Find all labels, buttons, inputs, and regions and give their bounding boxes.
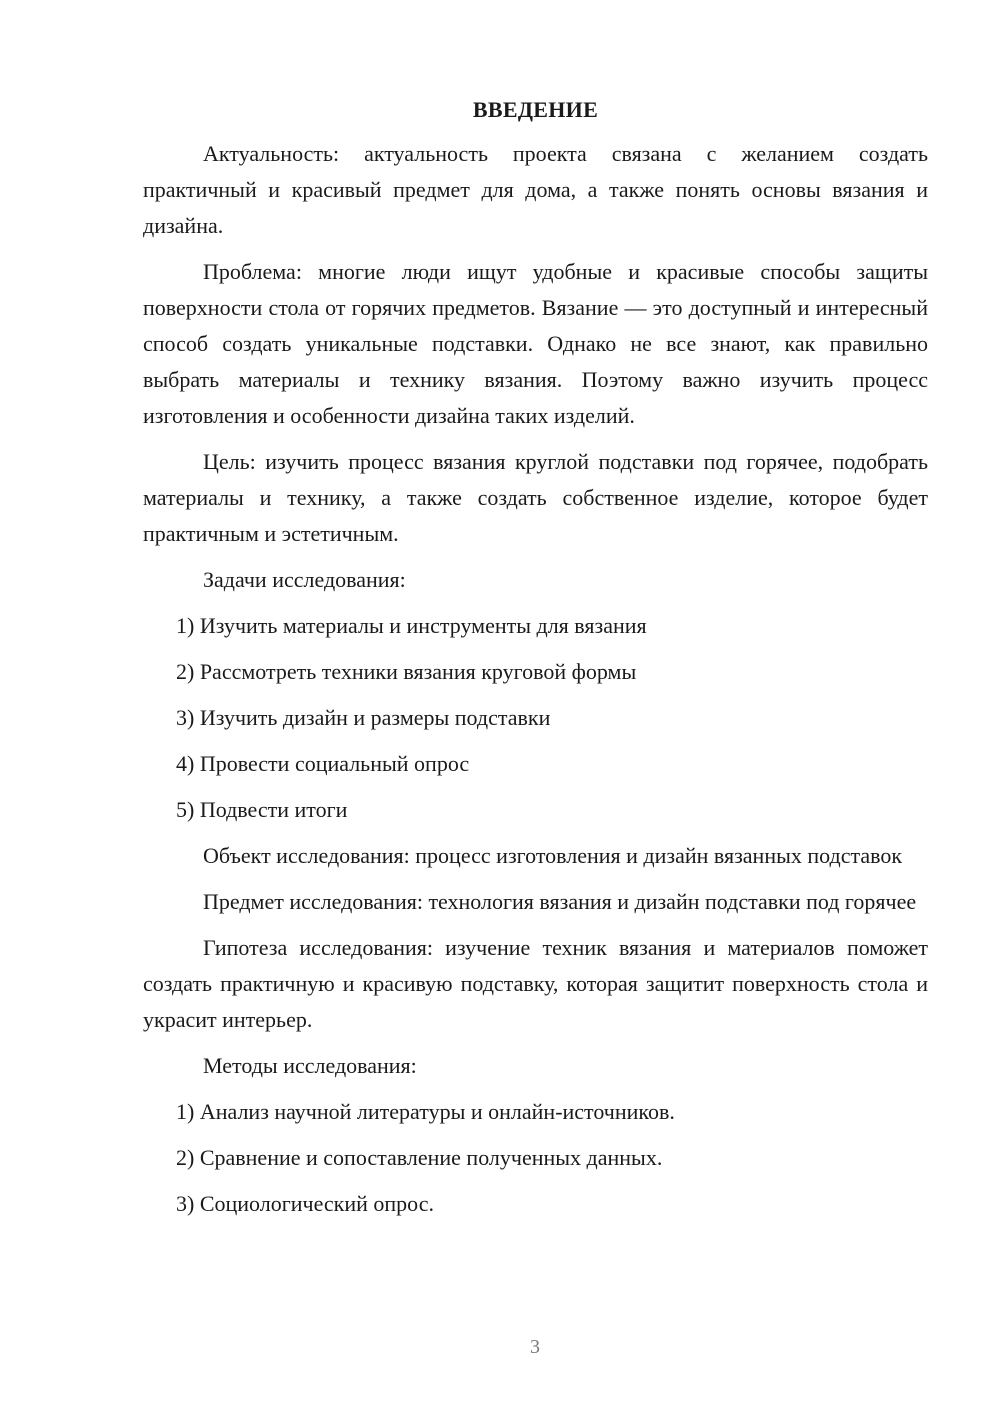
list-item: 2) Сравнение и сопоставление полученных данных. [176,1145,663,1170]
list-item: 3) Изучить дизайн и размеры подставки [176,705,551,730]
page-number: 3 [530,1336,540,1358]
list-item: 5) Подвести итоги [176,797,348,822]
subject-paragraph: Предмет исследования: технология вязания и дизайн подставки под горячее [203,889,917,914]
methods-list [143,1094,928,1222]
list-item: 4) Провести социальный опрос [176,751,470,776]
hypothesis-paragraph: Гипотеза исследования: изучение техник вязания и материалов поможет создать практичную и красивую подставку, которая защитит поверхность стола и украсит интерьер. [143,935,928,1032]
list-item: 1) Изучить материалы и инструменты для вязания [176,613,647,638]
section-heading: ВВЕДЕНИЕ [472,97,599,122]
relevance-paragraph: Актуальность: актуальность проекта связана с желанием создать практичный и красивый предмет для дома, а также понять основы вязания и дизайна. [143,141,928,238]
object-paragraph: Объект исследования: процесс изготовления и дизайн вязанных подставок [203,843,903,868]
tasks-title: Задачи исследования: [203,567,406,592]
methods-title: Методы исследования: [203,1053,417,1078]
page-content [143,95,928,1232]
problem-paragraph: Проблема: многие люди ищут удобные и красивые способы защиты поверхности стола от горячих предметов. Вязание — это доступный и интересный способ создать уникальные подставки. Однако не все знают, как правильно выбрать материалы и технику вязания. Поэтому важно изучить процесс изготовления и особенности дизайна таких изделий. [143,259,928,428]
list-item: 1) Анализ научной литературы и онлайн-источников. [176,1099,675,1124]
tasks-list [143,608,928,828]
list-item: 3) Социологический опрос. [176,1191,434,1216]
goal-paragraph: Цель: изучить процесс вязания круглой подставки под горячее, подобрать материалы и технику, а также создать собственное изделие, которое будет практичным и эстетичным. [143,449,928,546]
list-item: 2) Рассмотреть техники вязания круговой формы [176,659,637,684]
